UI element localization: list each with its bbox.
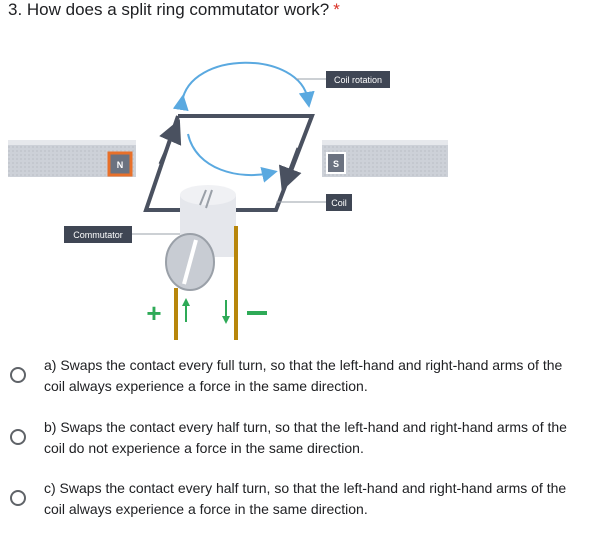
question-text: 3. How does a split ring commutator work?	[8, 0, 330, 19]
rotation-arrow-inner	[188, 134, 270, 175]
option-a-line2: coil always experience a force in the same direction.	[44, 378, 368, 394]
option-c[interactable]	[0, 478, 613, 530]
commutator-cylinder	[166, 185, 236, 290]
radio-b[interactable]	[10, 429, 26, 445]
option-c-line1: c) Swaps the contact every half turn, so that the left-hand and right-hand arms of the	[44, 480, 567, 496]
plus-sign: +	[146, 298, 162, 328]
option-c-line2: coil always experience a force in the same direction.	[44, 501, 368, 517]
option-b[interactable]	[0, 417, 613, 469]
radio-c[interactable]	[10, 490, 26, 506]
current-down-head	[222, 316, 230, 324]
force-arrow-left	[160, 130, 175, 164]
option-a[interactable]	[0, 355, 613, 407]
question-title	[8, 0, 340, 21]
option-a-line1: a) Swaps the contact every full turn, so that the left-hand and right-hand arms of the	[44, 357, 563, 373]
option-b-line2: coil do not experience a force in the same direction.	[44, 440, 364, 456]
option-a-text	[44, 355, 613, 397]
coil-rotation-label: Coil rotation	[333, 75, 383, 85]
wire-left	[174, 288, 178, 340]
current-up-head	[182, 298, 190, 306]
option-b-line1: b) Swaps the contact every half turn, so that the left-hand and right-hand arms of the	[44, 419, 567, 435]
option-b-text	[44, 417, 613, 459]
motor-diagram	[0, 30, 613, 350]
coil-label: Coil	[331, 198, 347, 208]
rotation-arrow-top	[182, 63, 308, 102]
minus-sign	[247, 311, 267, 315]
north-pole-label: N	[116, 160, 124, 170]
south-magnet	[322, 140, 448, 177]
commutator-label: Commutator	[73, 230, 123, 240]
south-pole-label: S	[332, 159, 340, 169]
north-magnet	[8, 140, 136, 177]
required-marker: *	[333, 0, 340, 19]
wire-right	[234, 226, 238, 340]
option-c-text	[44, 478, 613, 520]
radio-a[interactable]	[10, 367, 26, 383]
force-arrow-right	[286, 148, 298, 180]
